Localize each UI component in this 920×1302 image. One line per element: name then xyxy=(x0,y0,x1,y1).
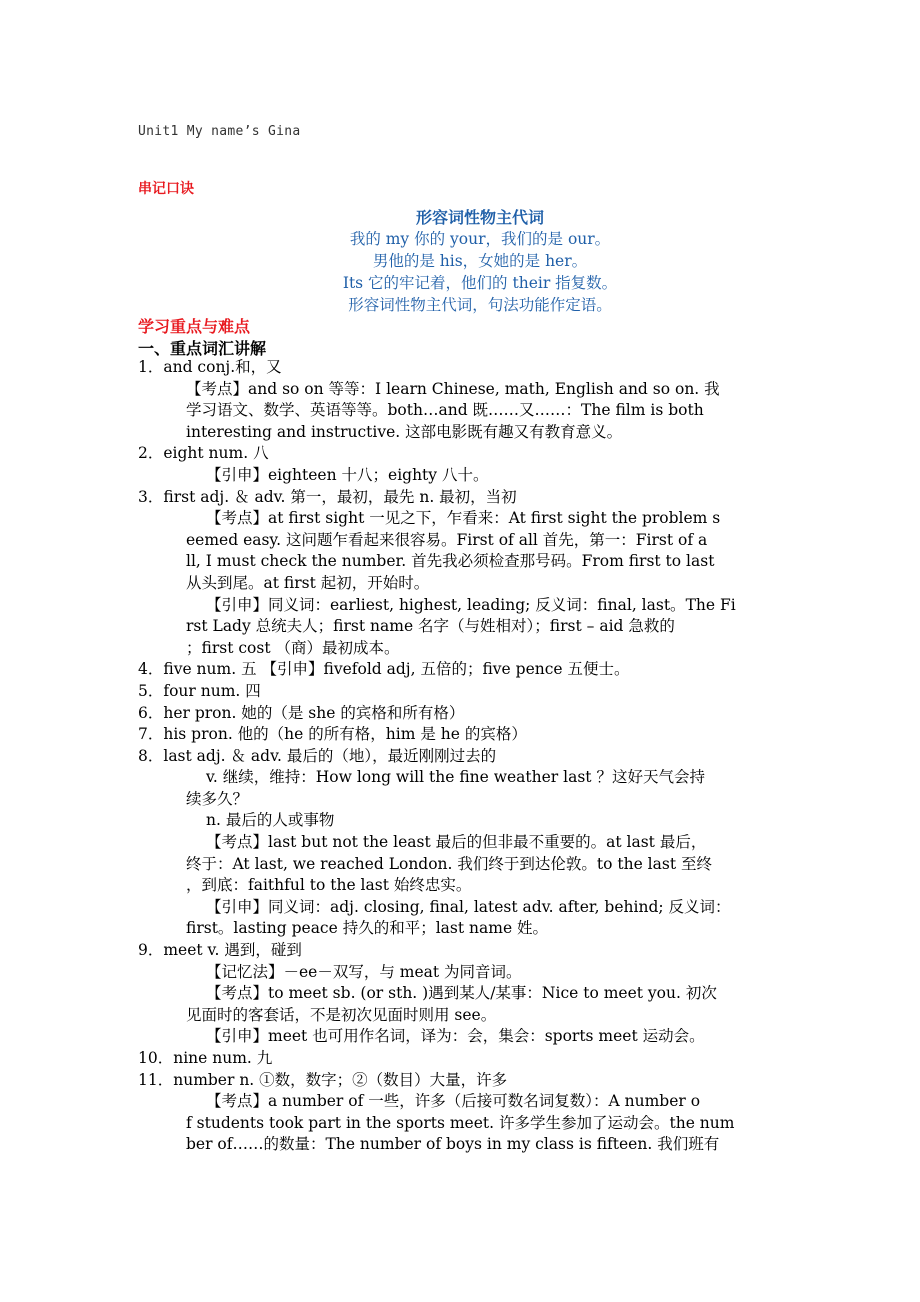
entry-headword-line: 4．five num. 五 【引申】fivefold adj, 五倍的；five pence 五便士。 xyxy=(138,660,630,679)
entry-text-line: 【引申】eighteen 十八；eighty 八十。 xyxy=(206,465,489,484)
entry-headword-line: 8．last adj. ＆ adv. 最后的（地），最近刚刚过去的 xyxy=(138,746,497,765)
mnemonic-line: 我的 my 你的 your，我们的是 our。 xyxy=(349,230,611,248)
vocabulary-entries xyxy=(138,357,783,1156)
entry-text-line: 【引申】同义词：earliest, highest, leading; 反义词：final, last。The Fi xyxy=(206,595,736,614)
entry-text-line: 【引申】meet 也可用作名词，译为：会，集会：sports meet 运动会。 xyxy=(206,1027,705,1046)
entry-text-line: 【考点】at first sight 一见之下，乍看来：At first sight the problem s xyxy=(206,509,721,528)
entry-text-line: f students took part in the sports meet. 许多学生参加了运动会。the num xyxy=(186,1113,735,1132)
mnemonic-section-heading: 串记口诀 xyxy=(138,181,194,197)
entry-text-line: 学习语文、数学、英语等等。both…and 既……又……：The film is both xyxy=(186,401,704,420)
entry-text-line: first。lasting peace 持久的和平；last name 姓。 xyxy=(186,919,549,938)
entry-text-line: 终于：At last, we reached London. 我们终于到达伦敦。to the last 至终 xyxy=(186,854,712,873)
entry-headword-line: 6．her pron. 她的（是 she 的宾格和所有格） xyxy=(138,703,465,722)
entry-headword-line: 7．his pron. 他的（he 的所有格，him 是 he 的宾格） xyxy=(138,725,527,744)
entry-text-line: interesting and instructive. 这部电影既有趣又有教育意义。 xyxy=(186,422,623,441)
mnemonic-title: 形容词性物主代词 xyxy=(415,208,544,227)
mnemonic-verse xyxy=(230,228,730,316)
entry-text-line: 【考点】last but not the least 最后的但非最不重要的。at last 最后， xyxy=(206,833,707,852)
entry-headword-line: 3．first adj. ＆ adv. 第一，最初，最先 n. 最初，当初 xyxy=(138,487,517,506)
entry-text-line: 【考点】and so on 等等：I learn Chinese, math, English and so on. 我 xyxy=(186,379,720,398)
entry-headword-line: 11．number n. ①数，数字；②（数目）大量，许多 xyxy=(138,1070,508,1089)
unit-title: Unit1 My name’s Gina xyxy=(138,124,301,139)
mnemonic-line: 形容词性物主代词，句法功能作定语。 xyxy=(348,296,612,314)
entry-text-line: 续多久？ xyxy=(186,789,249,808)
entry-headword-line: 2．eight num. 八 xyxy=(138,444,269,463)
entry-text-line: n. 最后的人或事物 xyxy=(206,811,335,830)
entry-text-line: 见面时的客套话，不是初次见面时则用 see。 xyxy=(186,1005,497,1024)
entry-text-line: 【考点】to meet sb. (or sth. )遇到某人/某事：Nice to meet you. 初次 xyxy=(206,984,717,1003)
vocab-subsection-heading: 一、重点词汇讲解 xyxy=(138,339,267,358)
entry-text-line: ，到底：faithful to the last 始终忠实。 xyxy=(186,876,472,895)
entry-headword-line: 9．meet v. 遇到，碰到 xyxy=(138,941,302,960)
entry-text-line: 【记忆法】－ee－双写，与 meat 为同音词。 xyxy=(206,962,522,981)
key-points-heading: 学习重点与难点 xyxy=(138,317,251,336)
mnemonic-line: 男他的是 his，女她的是 her。 xyxy=(372,252,588,270)
entry-text-line: eemed easy. 这问题乍看起来很容易。First of all 首先，第一：First of a xyxy=(186,530,708,549)
mnemonic-line: Its 它的牢记着，他们的 their 指复数。 xyxy=(342,274,618,292)
entry-text-line: v. 继续，维持：How long will the fine weather last ？这好天气会持 xyxy=(206,768,705,787)
entry-text-line: ber of……的数量：The number of boys in my class is fifteen. 我们班有 xyxy=(186,1135,720,1154)
entry-headword-line: 1．and conj.和，又 xyxy=(138,358,282,376)
entry-text-line: 【考点】a number of 一些，许多（后接可数名词复数）：A number o xyxy=(206,1092,701,1111)
entry-headword-line: 5．four num. 四 xyxy=(138,681,261,700)
entry-text-line: 【引申】同义词：adj. closing, final, latest adv. after, behind; 反义词： xyxy=(206,897,731,916)
entry-text-line: rst Lady 总统夫人；first name 名字（与姓相对）；first – aid 急救的 xyxy=(186,617,675,636)
entry-text-line: ll, I must check the number. 首先我必须检查那号码。From first to last xyxy=(186,552,715,571)
entry-headword-line: 10．nine num. 九 xyxy=(138,1049,273,1067)
entry-text-line: 从头到尾。at first 起初，开始时。 xyxy=(186,573,430,592)
entry-text-line: ；first cost （商）最初成本。 xyxy=(186,638,400,657)
